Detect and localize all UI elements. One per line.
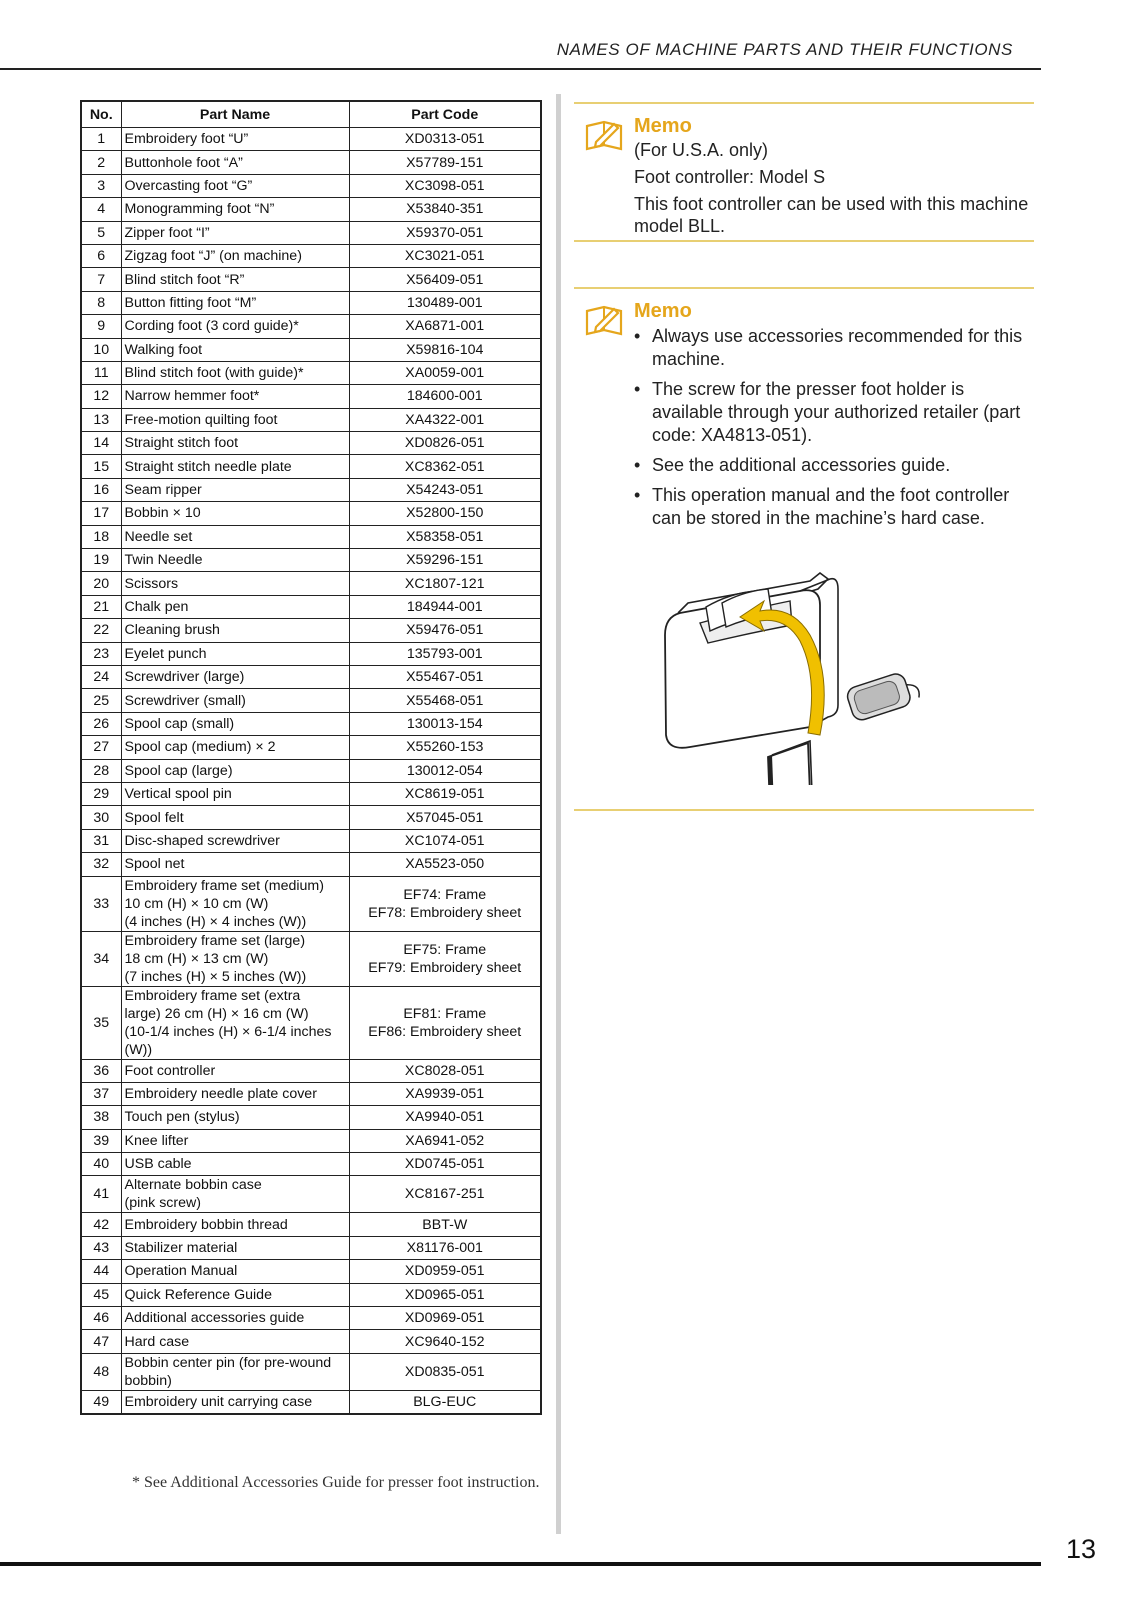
part-code: X59816-104	[349, 338, 541, 361]
part-number: 5	[81, 221, 121, 244]
table-row	[81, 151, 541, 174]
part-name: Seam ripper	[121, 478, 349, 501]
part-code: XC1807-121	[349, 572, 541, 595]
memo-line: This foot controller can be used with this machine model BLL.	[634, 194, 1029, 236]
part-name: Stabilizer material	[121, 1236, 349, 1259]
part-number: 38	[81, 1106, 121, 1129]
part-code: XC8167-251	[349, 1176, 541, 1213]
part-code: X57789-151	[349, 151, 541, 174]
table-row	[81, 931, 541, 986]
part-number: 48	[81, 1353, 121, 1390]
part-code: 130012-054	[349, 759, 541, 782]
part-name: Free-motion quilting foot	[121, 408, 349, 431]
part-code: X57045-051	[349, 806, 541, 829]
part-name: Scissors	[121, 572, 349, 595]
part-number: 14	[81, 432, 121, 455]
part-name: Vertical spool pin	[121, 782, 349, 805]
part-name: Spool felt	[121, 806, 349, 829]
table-row	[81, 361, 541, 384]
table-row	[81, 502, 541, 525]
part-code: XD0313-051	[349, 128, 541, 151]
part-name: Screwdriver (small)	[121, 689, 349, 712]
part-number: 9	[81, 315, 121, 338]
part-name	[121, 931, 349, 986]
part-code: XA6871-001	[349, 315, 541, 338]
part-name: Zipper foot “I”	[121, 221, 349, 244]
memo-title: Memo	[634, 115, 692, 137]
table-row	[81, 619, 541, 642]
part-number: 11	[81, 361, 121, 384]
table-row	[81, 525, 541, 548]
part-number: 42	[81, 1213, 121, 1236]
part-name-line: 10 cm (H) × 10 cm (W)	[124, 895, 269, 912]
memo-title: Memo	[634, 300, 692, 322]
part-number: 16	[81, 478, 121, 501]
part-code: XD0826-051	[349, 432, 541, 455]
part-name: Spool cap (medium) × 2	[121, 736, 349, 759]
table-row	[81, 221, 541, 244]
part-number: 8	[81, 291, 121, 314]
part-name: Button fitting foot “M”	[121, 291, 349, 314]
memo-bullet-item: • Always use accessories recommended for this machine.	[634, 326, 1023, 369]
part-code: X81176-001	[349, 1236, 541, 1259]
part-number: 46	[81, 1307, 121, 1330]
part-number: 36	[81, 1059, 121, 1082]
part-code: BLG-EUC	[349, 1390, 541, 1414]
part-number: 44	[81, 1260, 121, 1283]
part-number: 10	[81, 338, 121, 361]
header-part-name: Part Name	[121, 101, 349, 128]
part-name: Spool cap (small)	[121, 712, 349, 735]
part-name: Operation Manual	[121, 1260, 349, 1283]
part-number: 45	[81, 1283, 121, 1306]
part-code: X58358-051	[349, 525, 541, 548]
part-name: Cording foot (3 cord guide)*	[121, 315, 349, 338]
part-name-line: (10-1/4 inches (H) × 6-1/4 inches	[124, 1023, 332, 1040]
part-code: XA9940-051	[349, 1106, 541, 1129]
part-name: Embroidery foot “U”	[121, 128, 349, 151]
table-row	[81, 198, 541, 221]
part-number: 22	[81, 619, 121, 642]
part-code: X53840-351	[349, 198, 541, 221]
part-code: 184944-001	[349, 595, 541, 618]
table-row	[81, 1390, 541, 1414]
part-number: 37	[81, 1082, 121, 1105]
part-code: 184600-001	[349, 385, 541, 408]
part-number: 32	[81, 853, 121, 876]
part-code: X59476-051	[349, 619, 541, 642]
part-number: 12	[81, 385, 121, 408]
table-row	[81, 759, 541, 782]
part-name-line: Embroidery frame set (large)	[124, 932, 306, 949]
table-row	[81, 782, 541, 805]
table-row	[81, 876, 541, 931]
page-number: 13	[1066, 1534, 1097, 1564]
part-code-line: EF74: Frame	[403, 886, 487, 903]
memo-bullet-list	[634, 325, 1034, 530]
table-row	[81, 1176, 541, 1213]
part-number: 28	[81, 759, 121, 782]
part-name: Hard case	[121, 1330, 349, 1353]
part-name	[121, 876, 349, 931]
memo-bullet-item: • The screw for the presser foot holder is available through your authorized retailer (part code: XA4813-051).	[634, 379, 1021, 445]
part-code-line: EF81: Frame	[403, 1005, 487, 1022]
part-number: 35	[81, 986, 121, 1059]
table-row	[81, 174, 541, 197]
table-row	[81, 549, 541, 572]
part-code: XC3021-051	[349, 244, 541, 267]
part-code: XC1074-051	[349, 829, 541, 852]
table-row	[81, 986, 541, 1059]
part-number: 30	[81, 806, 121, 829]
memo-bullet-item: • See the additional accessories guide.	[634, 455, 951, 475]
table-row	[81, 595, 541, 618]
part-name: Overcasting foot “G”	[121, 174, 349, 197]
memo-bottom-rule	[574, 809, 1034, 811]
part-name: Bobbin × 10	[121, 502, 349, 525]
table-row	[81, 572, 541, 595]
part-name: Blind stitch foot “R”	[121, 268, 349, 291]
part-number: 4	[81, 198, 121, 221]
part-name: Buttonhole foot “A”	[121, 151, 349, 174]
part-name: Quick Reference Guide	[121, 1283, 349, 1306]
part-name: Walking foot	[121, 338, 349, 361]
part-name-line: 18 cm (H) × 13 cm (W)	[124, 950, 269, 967]
part-name: Screwdriver (large)	[121, 665, 349, 688]
table-header-row	[81, 101, 541, 128]
part-code: XD0835-051	[349, 1353, 541, 1390]
part-code: XD0969-051	[349, 1307, 541, 1330]
table-row	[81, 385, 541, 408]
part-name: Embroidery unit carrying case	[121, 1390, 349, 1414]
column-divider	[556, 94, 561, 1534]
table-row	[81, 853, 541, 876]
part-number: 1	[81, 128, 121, 151]
table-row	[81, 1307, 541, 1330]
part-name: USB cable	[121, 1153, 349, 1176]
part-number: 25	[81, 689, 121, 712]
part-number: 21	[81, 595, 121, 618]
parts-table	[80, 100, 542, 1415]
part-code	[349, 986, 541, 1059]
part-code: X56409-051	[349, 268, 541, 291]
part-code: XA4322-001	[349, 408, 541, 431]
part-number: 26	[81, 712, 121, 735]
table-row	[81, 829, 541, 852]
part-name: Knee lifter	[121, 1129, 349, 1152]
table-row	[81, 338, 541, 361]
memo-bottom-rule	[574, 240, 1034, 242]
part-number: 29	[81, 782, 121, 805]
table-row	[81, 1236, 541, 1259]
footnote: * See Additional Accessories Guide for presser foot instruction.	[132, 1474, 540, 1491]
table-row	[81, 689, 541, 712]
table-row	[81, 1330, 541, 1353]
part-code: X59370-051	[349, 221, 541, 244]
part-number: 18	[81, 525, 121, 548]
part-name: Spool net	[121, 853, 349, 876]
part-number: 39	[81, 1129, 121, 1152]
part-code: XA9939-051	[349, 1082, 541, 1105]
memo-line: Foot controller: Model S	[634, 167, 826, 187]
part-number: 2	[81, 151, 121, 174]
table-row	[81, 806, 541, 829]
part-code: X55467-051	[349, 665, 541, 688]
part-code: 130489-001	[349, 291, 541, 314]
part-code	[349, 876, 541, 931]
table-row	[81, 1283, 541, 1306]
part-code: 135793-001	[349, 642, 541, 665]
part-number: 47	[81, 1330, 121, 1353]
memo-pencil-icon	[584, 303, 624, 337]
part-number: 17	[81, 502, 121, 525]
table-row	[81, 1129, 541, 1152]
part-number: 41	[81, 1176, 121, 1213]
table-row	[81, 1106, 541, 1129]
part-code: X54243-051	[349, 478, 541, 501]
part-number: 33	[81, 876, 121, 931]
part-name-line: (W))	[124, 1041, 153, 1058]
part-code: X52800-150	[349, 502, 541, 525]
part-number: 49	[81, 1390, 121, 1414]
part-code: XC9640-152	[349, 1330, 541, 1353]
table-row	[81, 1153, 541, 1176]
part-name-line: (pink screw)	[124, 1195, 201, 1212]
table-row	[81, 478, 541, 501]
part-name: Straight stitch foot	[121, 432, 349, 455]
part-name: Disc-shaped screwdriver	[121, 829, 349, 852]
part-name	[121, 1176, 349, 1213]
part-name: Straight stitch needle plate	[121, 455, 349, 478]
part-number: 6	[81, 244, 121, 267]
table-row	[81, 1213, 541, 1236]
header-no: No.	[81, 101, 121, 128]
table-row	[81, 268, 541, 291]
part-code: XC8028-051	[349, 1059, 541, 1082]
part-code: XD0965-051	[349, 1283, 541, 1306]
part-number: 34	[81, 931, 121, 986]
part-name-line: bobbin)	[124, 1372, 172, 1389]
footer-rule	[0, 1562, 1041, 1566]
part-name: Touch pen (stylus)	[121, 1106, 349, 1129]
part-name: Twin Needle	[121, 549, 349, 572]
part-number: 43	[81, 1236, 121, 1259]
part-code: X55260-153	[349, 736, 541, 759]
part-code: X55468-051	[349, 689, 541, 712]
part-code: XA5523-050	[349, 853, 541, 876]
part-number: 20	[81, 572, 121, 595]
memo-line: (For U.S.A. only)	[634, 140, 769, 160]
part-code-line: EF75: Frame	[403, 941, 487, 958]
table-row	[81, 1353, 541, 1390]
memo-pencil-icon	[584, 118, 624, 152]
table-row	[81, 665, 541, 688]
part-name	[121, 986, 349, 1059]
table-row	[81, 244, 541, 267]
table-row	[81, 736, 541, 759]
part-name-line: Embroidery frame set (extra	[124, 987, 301, 1004]
table-row	[81, 315, 541, 338]
part-name: Needle set	[121, 525, 349, 548]
part-number: 31	[81, 829, 121, 852]
part-number: 40	[81, 1153, 121, 1176]
table-row	[81, 408, 541, 431]
part-number: 15	[81, 455, 121, 478]
part-number: 3	[81, 174, 121, 197]
table-row	[81, 1260, 541, 1283]
table-row	[81, 1082, 541, 1105]
part-name-line: Alternate bobbin case	[124, 1177, 262, 1194]
part-name: Chalk pen	[121, 595, 349, 618]
memo-box-1	[574, 102, 1034, 242]
part-name: Monogramming foot “N”	[121, 198, 349, 221]
part-name: Cleaning brush	[121, 619, 349, 642]
part-number: 23	[81, 642, 121, 665]
part-name: Additional accessories guide	[121, 1307, 349, 1330]
part-code-line: EF86: Embroidery sheet	[368, 1023, 522, 1040]
part-name: Spool cap (large)	[121, 759, 349, 782]
part-code: XA6941-052	[349, 1129, 541, 1152]
memo-bullet-item: • This operation manual and the foot controller can be stored in the machine’s hard case.	[634, 485, 1010, 528]
part-name: Eyelet punch	[121, 642, 349, 665]
part-name	[121, 1353, 349, 1390]
part-name-line: Embroidery frame set (medium)	[124, 877, 324, 894]
table-row	[81, 642, 541, 665]
part-name: Zigzag foot “J” (on machine)	[121, 244, 349, 267]
part-code	[349, 931, 541, 986]
table-row	[81, 1059, 541, 1082]
part-name: Embroidery bobbin thread	[121, 1213, 349, 1236]
page-header-title: NAMES OF MACHINE PARTS AND THEIR FUNCTIONS	[556, 40, 1013, 59]
part-name: Embroidery needle plate cover	[121, 1082, 349, 1105]
table-row	[81, 128, 541, 151]
table-row	[81, 455, 541, 478]
part-code: XD0745-051	[349, 1153, 541, 1176]
part-code: XC3098-051	[349, 174, 541, 197]
part-code: XD0959-051	[349, 1260, 541, 1283]
part-code: XC8619-051	[349, 782, 541, 805]
part-name: Blind stitch foot (with guide)*	[121, 361, 349, 384]
hard-case-storage-illustration	[660, 565, 940, 785]
part-name-line: (7 inches (H) × 5 inches (W))	[124, 968, 307, 985]
part-code: BBT-W	[349, 1213, 541, 1236]
part-name-line: (4 inches (H) × 4 inches (W))	[124, 913, 307, 930]
part-code: 130013-154	[349, 712, 541, 735]
part-number: 24	[81, 665, 121, 688]
part-name-line: Bobbin center pin (for pre-wound	[124, 1354, 332, 1371]
part-number: 13	[81, 408, 121, 431]
part-number: 19	[81, 549, 121, 572]
header-part-code: Part Code	[349, 101, 541, 128]
part-code: XC8362-051	[349, 455, 541, 478]
table-row	[81, 712, 541, 735]
part-code: X59296-151	[349, 549, 541, 572]
part-name: Narrow hemmer foot*	[121, 385, 349, 408]
part-number: 27	[81, 736, 121, 759]
table-row	[81, 432, 541, 455]
header-rule	[0, 68, 1041, 70]
part-number: 7	[81, 268, 121, 291]
parts-table-body	[81, 128, 541, 1415]
part-code-line: EF78: Embroidery sheet	[368, 904, 522, 921]
part-code-line: EF79: Embroidery sheet	[368, 959, 522, 976]
part-name: Foot controller	[121, 1059, 349, 1082]
table-row	[81, 291, 541, 314]
part-code: XA0059-001	[349, 361, 541, 384]
part-name-line: large) 26 cm (H) × 16 cm (W)	[124, 1005, 309, 1022]
